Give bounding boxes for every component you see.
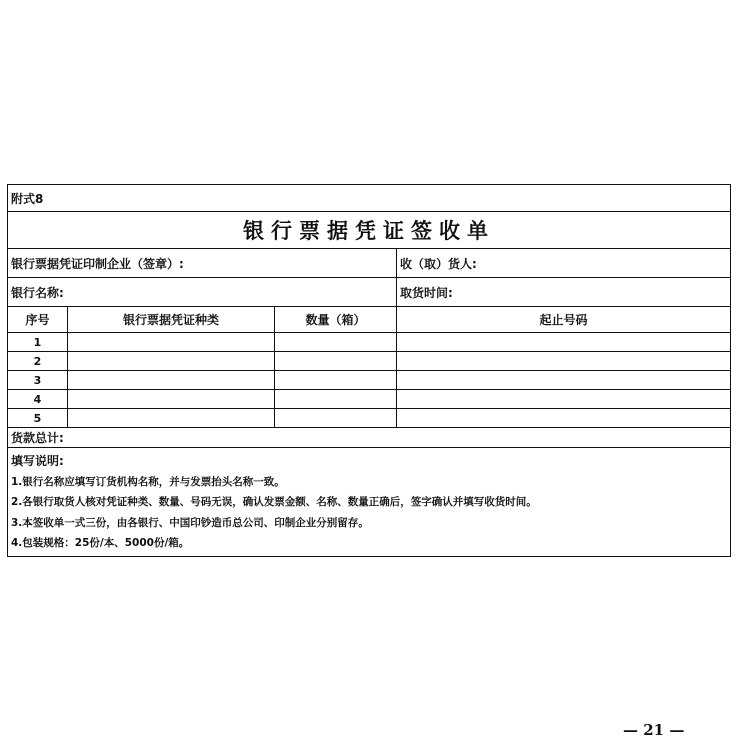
- quantity-cell: [275, 333, 397, 352]
- table-row: [8, 333, 731, 352]
- row-number: 4: [8, 390, 68, 409]
- table-row: [8, 352, 731, 371]
- row-number: 3: [8, 371, 68, 390]
- row-number: 2: [8, 352, 68, 371]
- serial-range-cell: [397, 409, 731, 428]
- total-row: [8, 428, 731, 448]
- bank-name-label: 银行名称:: [8, 278, 397, 307]
- notes-row: [8, 448, 731, 557]
- attachment-label: 附式8: [8, 185, 731, 212]
- quantity-cell: [275, 409, 397, 428]
- table-row: [8, 390, 731, 409]
- attachment-row: [8, 185, 731, 212]
- serial-range-cell: [397, 390, 731, 409]
- bank-row: [8, 278, 731, 307]
- type-cell: [68, 352, 275, 371]
- table-row: [8, 371, 731, 390]
- total-label: 货款总计:: [8, 428, 731, 448]
- receipt-form-table: [7, 184, 731, 557]
- type-cell: [68, 409, 275, 428]
- note-line: 3.本签收单一式三份，由各银行、中国印钞造币总公司、印制企业分别留存。: [11, 516, 369, 529]
- pickup-time-label: 取货时间:: [397, 278, 731, 307]
- quantity-cell: [275, 371, 397, 390]
- serial-range-cell: [397, 352, 731, 371]
- title-row: [8, 212, 731, 249]
- column-header-serial-range: 起止号码: [397, 307, 731, 333]
- row-number: 5: [8, 409, 68, 428]
- type-cell: [68, 371, 275, 390]
- table-row: [8, 409, 731, 428]
- serial-range-cell: [397, 371, 731, 390]
- page-number: — 21 —: [623, 721, 685, 739]
- issuer-label: 银行票据凭证印制企业（签章）:: [8, 249, 397, 278]
- type-cell: [68, 390, 275, 409]
- quantity-cell: [275, 390, 397, 409]
- note-line: 2.各银行取货人核对凭证种类、数量、号码无误，确认发票金额、名称、数量正确后，签字确认并填写收货时间。: [11, 496, 537, 508]
- type-cell: [68, 333, 275, 352]
- column-header-type: 银行票据凭证种类: [68, 307, 275, 333]
- form-title: 银行票据凭证签收单: [8, 212, 731, 249]
- quantity-cell: [275, 352, 397, 371]
- issuer-row: [8, 249, 731, 278]
- notes-title: 填写说明:: [11, 454, 64, 468]
- receiver-label: 收（取）货人:: [397, 249, 731, 278]
- note-line: 1.银行名称应填写订货机构名称，并与发票抬头名称一致。: [11, 475, 285, 488]
- table-header-row: [8, 307, 731, 333]
- note-line: 4.包装规格：25份/本、5000份/箱。: [11, 537, 190, 549]
- notes-section: [8, 448, 731, 557]
- column-header-no: 序号: [8, 307, 68, 333]
- column-header-quantity: 数量（箱）: [275, 307, 397, 333]
- serial-range-cell: [397, 333, 731, 352]
- row-number: 1: [8, 333, 68, 352]
